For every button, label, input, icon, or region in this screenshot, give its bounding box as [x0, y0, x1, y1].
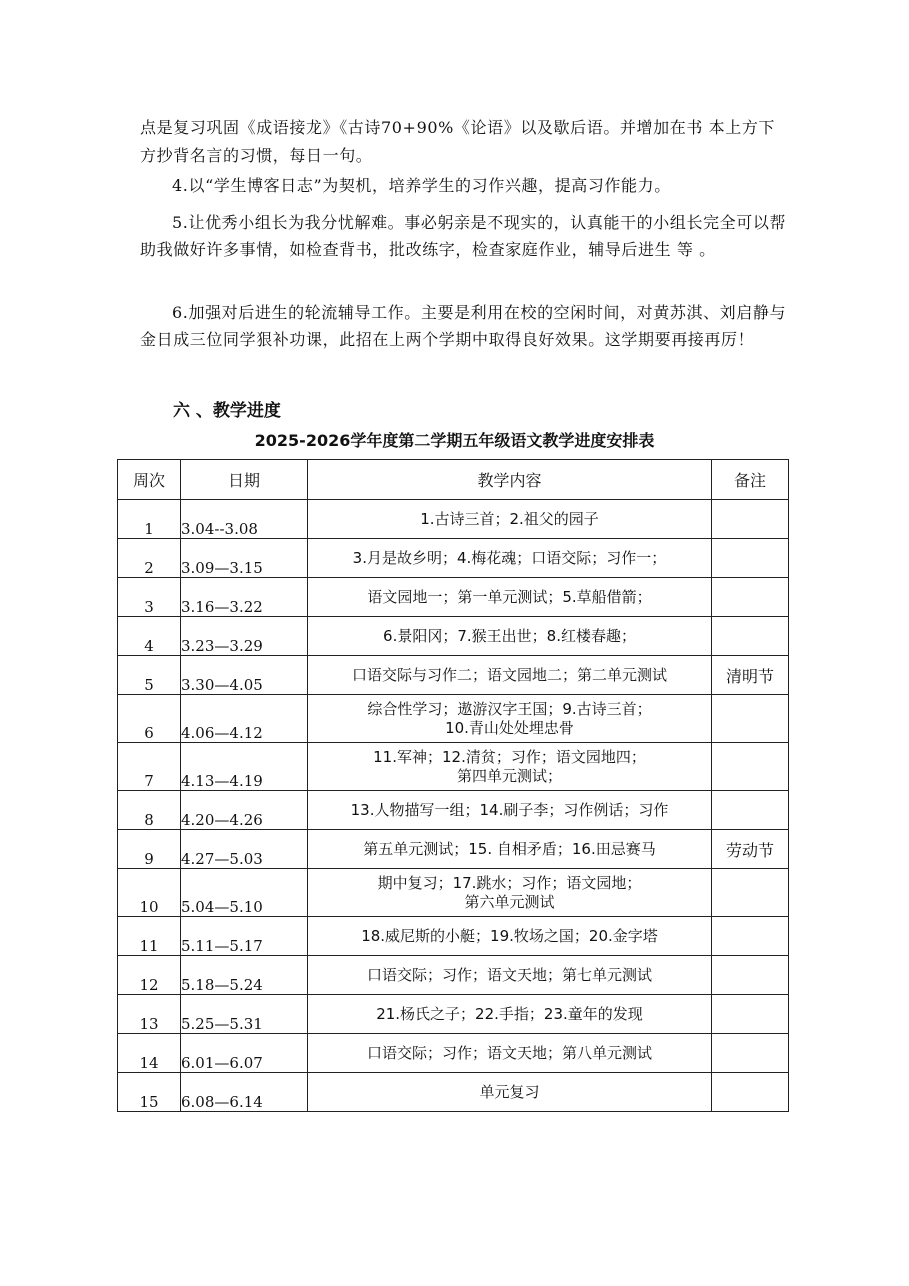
cell-week: 9	[118, 830, 181, 869]
content-line: 综合性学习；遨游汉字王国；9.古诗三首；	[367, 699, 652, 718]
table-row	[118, 1073, 789, 1112]
cell-note	[712, 956, 789, 995]
cell-note	[712, 500, 789, 539]
content-line: 第四单元测试；	[456, 766, 562, 785]
cell-note	[712, 539, 789, 578]
cell-note: 劳动节	[712, 830, 789, 869]
cell-date: 4.13—4.19	[181, 743, 308, 791]
content-line: 口语交际与习作二；语文园地二；第二单元测试	[351, 665, 667, 684]
cell-date: 5.25—5.31	[181, 995, 308, 1034]
content-line: 3.月是故乡明；4.梅花魂；口语交际；习作一；	[352, 548, 667, 567]
cell-content	[308, 578, 712, 617]
cell-date: 5.18—5.24	[181, 956, 308, 995]
paragraph-blog: 4.以“学生博客日志”为契机，培养学生的习作兴趣，提高习作能力。	[172, 176, 671, 195]
cell-content	[308, 956, 712, 995]
table-title: 2025-2026学年度第二学期五年级语文教学进度安排表	[254, 431, 655, 450]
cell-week: 14	[118, 1034, 181, 1073]
content-line: 10.青山处处埋忠骨	[445, 718, 574, 737]
table-row	[118, 695, 789, 743]
cell-date: 3.23—3.29	[181, 617, 308, 656]
cell-date: 3.16—3.22	[181, 578, 308, 617]
cell-week: 8	[118, 791, 181, 830]
cell-content	[308, 995, 712, 1034]
table-row	[118, 500, 789, 539]
cell-week: 1	[118, 500, 181, 539]
cell-date: 6.08—6.14	[181, 1073, 308, 1112]
cell-content	[308, 869, 712, 917]
cell-week: 4	[118, 617, 181, 656]
cell-note	[712, 995, 789, 1034]
cell-date: 3.30—4.05	[181, 656, 308, 695]
schedule-table	[117, 459, 789, 1112]
cell-content	[308, 743, 712, 791]
cell-note	[712, 1073, 789, 1112]
cell-content	[308, 539, 712, 578]
table-row	[118, 830, 789, 869]
table-row	[118, 617, 789, 656]
paragraph-tutoring: 6.加强对后进生的轮流辅导工作。主要是利用在校的空闲时间，对黄苏淇、刘启静与金日成三位同学狠补功课，此招在上两个学期中取得良好效果。这学期要再接再厉！	[140, 303, 787, 349]
table-row	[118, 956, 789, 995]
cell-week: 3	[118, 578, 181, 617]
content-line: 口语交际；习作；语文天地；第八单元测试	[366, 1043, 652, 1062]
cell-week: 7	[118, 743, 181, 791]
cell-content	[308, 830, 712, 869]
section-heading: 六 、教学进度	[173, 401, 281, 421]
content-line: 21.杨氏之子；22.手指；23.童年的发现	[376, 1004, 643, 1023]
cell-date: 4.27—5.03	[181, 830, 308, 869]
content-line: 口语交际；习作；语文天地；第七单元测试	[366, 965, 652, 984]
paragraph-group-leaders: 5.让优秀小组长为我分忧解难。事必躬亲是不现实的，认真能干的小组长完全可以帮助我做好许多事情，如检查背书，批改练字，检查家庭作业，辅导后进生 等 。	[140, 213, 787, 259]
cell-week: 11	[118, 917, 181, 956]
header-date: 日期	[181, 460, 308, 500]
cell-date: 3.09—3.15	[181, 539, 308, 578]
content-line: 18.威尼斯的小艇；19.牧场之国；20.金字塔	[361, 926, 658, 945]
table-row	[118, 869, 789, 917]
content-line: 期中复习；17.跳水；习作；语文园地；	[377, 873, 642, 892]
cell-date: 5.04—5.10	[181, 869, 308, 917]
header-week: 周次	[118, 460, 181, 500]
cell-date: 6.01—6.07	[181, 1034, 308, 1073]
table-row	[118, 917, 789, 956]
cell-content	[308, 617, 712, 656]
cell-week: 5	[118, 656, 181, 695]
content-line: 6.景阳冈；7.猴王出世；8.红楼春趣；	[383, 626, 636, 645]
table-header-row	[118, 460, 789, 500]
cell-date: 5.11—5.17	[181, 917, 308, 956]
table-row	[118, 743, 789, 791]
cell-week: 15	[118, 1073, 181, 1112]
cell-note	[712, 917, 789, 956]
cell-note	[712, 617, 789, 656]
table-row	[118, 995, 789, 1034]
cell-content	[308, 1073, 712, 1112]
cell-week: 2	[118, 539, 181, 578]
cell-note	[712, 791, 789, 830]
table-row	[118, 656, 789, 695]
header-note: 备注	[712, 460, 789, 500]
cell-date: 3.04--3.08	[181, 500, 308, 539]
cell-note	[712, 695, 789, 743]
cell-week: 6	[118, 695, 181, 743]
header-content: 教学内容	[308, 460, 712, 500]
cell-content	[308, 917, 712, 956]
cell-note: 清明节	[712, 656, 789, 695]
table-row	[118, 578, 789, 617]
cell-note	[712, 1034, 789, 1073]
cell-week: 12	[118, 956, 181, 995]
content-line: 语文园地一；第一单元测试；5.草船借箭；	[367, 587, 652, 606]
cell-content	[308, 656, 712, 695]
cell-week: 10	[118, 869, 181, 917]
content-line: 11.军神；12.清贫；习作；语文园地四；	[373, 747, 646, 766]
cell-content	[308, 1034, 712, 1073]
content-line: 单元复习	[479, 1082, 540, 1101]
content-line: 第五单元测试；15. 自相矛盾；16.田忌赛马	[363, 839, 656, 858]
table-row	[118, 1034, 789, 1073]
cell-note	[712, 743, 789, 791]
cell-content	[308, 500, 712, 539]
cell-note	[712, 578, 789, 617]
content-line: 第六单元测试	[464, 892, 555, 911]
cell-note	[712, 869, 789, 917]
content-line: 13.人物描写一组；14.刷子李；习作例话；习作	[350, 800, 669, 819]
table-row	[118, 539, 789, 578]
content-line: 1.古诗三首；2.祖父的园子	[420, 509, 599, 528]
cell-content	[308, 791, 712, 830]
cell-week: 13	[118, 995, 181, 1034]
cell-content	[308, 695, 712, 743]
table-row	[118, 791, 789, 830]
paragraph-review: 点是复习巩固《成语接龙》《古诗70+90%《论语》以及歇后语。并增加在书 本上方下方抄背名言的习惯，每日一句。	[140, 118, 776, 165]
cell-date: 4.06—4.12	[181, 695, 308, 743]
cell-date: 4.20—4.26	[181, 791, 308, 830]
